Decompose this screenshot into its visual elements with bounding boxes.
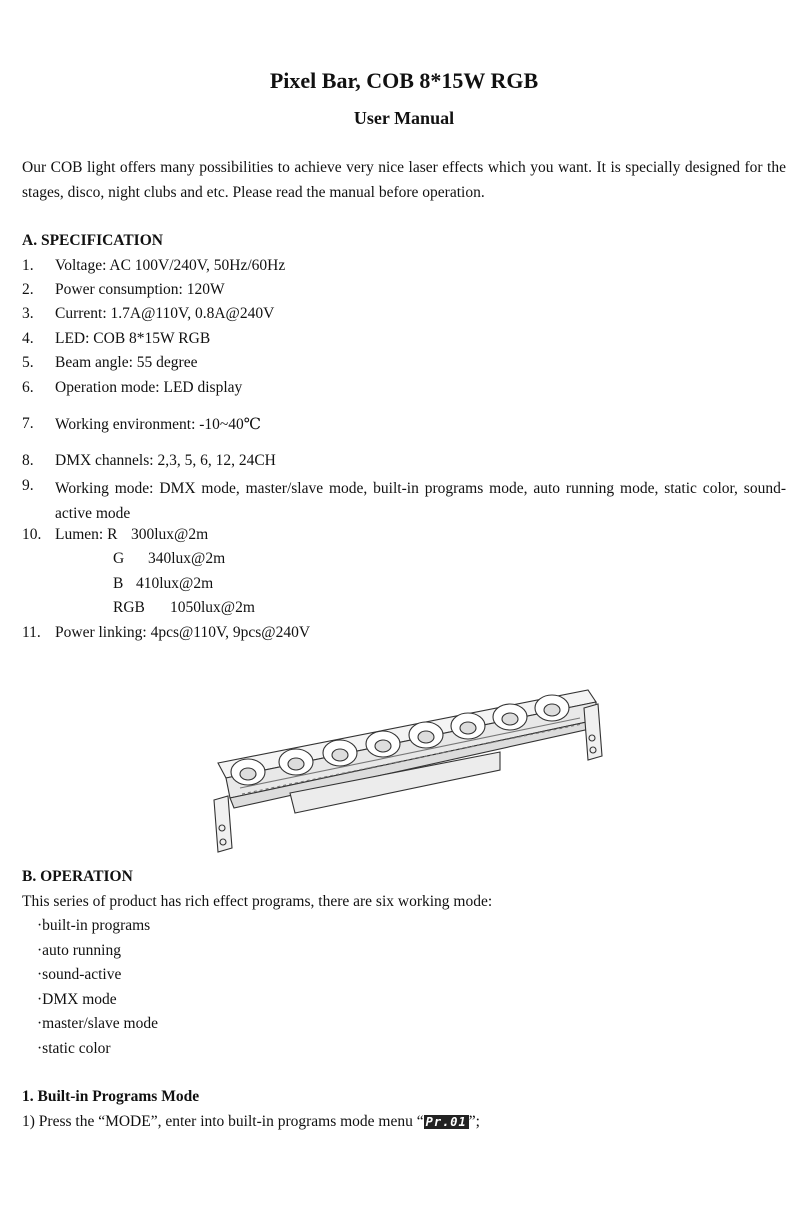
operation-heading: B. OPERATION — [22, 868, 133, 885]
builtin-step-1 — [22, 1113, 480, 1131]
mode-item: ·auto running — [37, 942, 121, 959]
spec-number: 10. — [22, 526, 42, 543]
spec-text: Lumen: R — [55, 526, 118, 543]
spec-text: Beam angle: 55 degree — [55, 354, 198, 371]
page-subtitle: User Manual — [353, 108, 455, 128]
led-display-readout: Pr.01 — [425, 1115, 467, 1129]
spec-text: LED: COB 8*15W RGB — [55, 330, 211, 347]
operation-intro: This series of product has rich effect programs, there are six working mode: — [22, 893, 493, 910]
pixel-bar-illustration — [200, 668, 608, 858]
spec-text: Power linking: 4pcs@110V, 9pcs@240V — [55, 624, 311, 641]
lumen-color: G — [113, 550, 125, 567]
page-title: Pixel Bar, COB 8*15W RGB — [269, 68, 539, 93]
step-text-end: ”; — [468, 1113, 480, 1130]
spec-number: 4. — [22, 330, 34, 347]
spec-text: Working environment: -10~40℃ — [55, 416, 262, 433]
spec-text: Operation mode: LED display — [55, 379, 243, 396]
lumen-value: 340lux@2m — [148, 550, 226, 567]
spec-number: 9. — [22, 477, 34, 494]
mode-item: ·built-in programs — [37, 917, 151, 934]
spec-number: 3. — [22, 305, 34, 322]
spec-text: Voltage: AC 100V/240V, 50Hz/60Hz — [55, 257, 286, 274]
spec-number: 2. — [22, 281, 34, 298]
spec-number: 11. — [22, 624, 41, 641]
lumen-color: B — [113, 575, 124, 592]
spec-text: Power consumption: 120W — [55, 281, 225, 298]
spec-number: 1. — [22, 257, 34, 274]
step-text: 1) Press the “MODE”, enter into built-in programs mode menu “ — [22, 1113, 424, 1130]
lumen-value: 410lux@2m — [136, 575, 214, 592]
mode-item: ·sound-active — [37, 966, 122, 983]
spec-number: 6. — [22, 379, 34, 396]
spec-number: 5. — [22, 354, 34, 371]
spec-number: 8. — [22, 452, 34, 469]
intro-paragraph: Our COB light offers many possibilities to achieve very nice laser effects which you want. It is specially designed for the stages, disco, night clubs and etc. Please read the manual before operation. — [22, 159, 786, 201]
mode-item: ·DMX mode — [37, 991, 117, 1008]
spec-text: Current: 1.7A@110V, 0.8A@240V — [55, 305, 275, 322]
lumen-value: 300lux@2m — [131, 526, 209, 543]
spec-heading: A. SPECIFICATION — [22, 232, 163, 249]
mode-item: ·static color — [37, 1040, 111, 1057]
spec-text: DMX channels: 2,3, 5, 6, 12, 24CH — [55, 452, 276, 469]
lumen-color: RGB — [113, 599, 145, 616]
spec-number: 7. — [22, 415, 34, 432]
lumen-value: 1050lux@2m — [170, 599, 255, 616]
spec-text: Working mode: DMX mode, master/slave mode, built-in programs mode, auto running mode, static color, sound-active mode — [55, 480, 786, 522]
builtin-heading: 1. Built-in Programs Mode — [22, 1088, 200, 1105]
mode-item: ·master/slave mode — [37, 1015, 158, 1032]
